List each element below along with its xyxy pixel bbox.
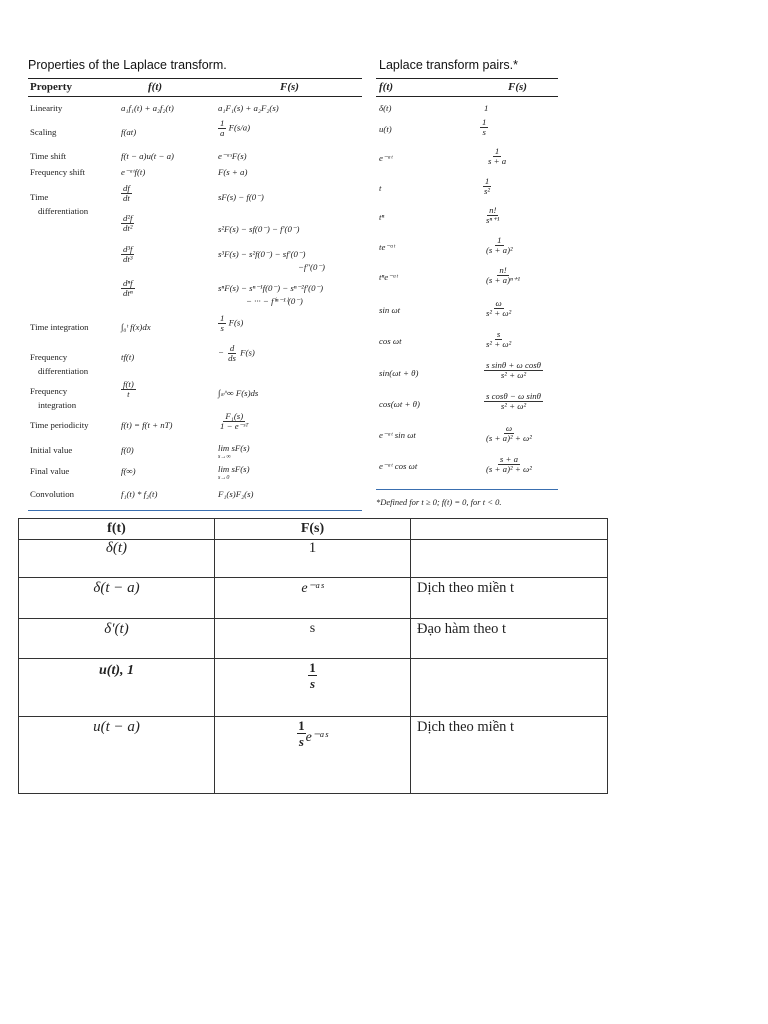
pair-fs: $\frac{1}{s + a}$ — [488, 146, 507, 166]
laplace-summary-table — [18, 518, 608, 794]
cell-ft: δ′(t) — [19, 619, 215, 659]
cell-ft: δ(t) — [19, 540, 215, 578]
property-fs: lim sF(s) — [218, 443, 250, 453]
cell-fs: 1 — [215, 540, 411, 578]
header-ft: f(t) — [379, 81, 394, 93]
property-fs: s²F(s) − sf(0⁻) − f′(0⁻) — [218, 224, 300, 234]
property-name: Frequency shift — [30, 167, 85, 177]
property-name: Linearity — [30, 103, 63, 113]
pair-ft: cos ωt — [379, 336, 402, 346]
table-row — [19, 619, 608, 659]
pair-fs: $\frac{s}{\text{s² + ω²}}$ — [486, 329, 512, 349]
pair-ft: t — [379, 183, 382, 193]
cell-note: Đạo hàm theo t — [411, 619, 608, 659]
pair-fs: $\frac{n!}{\text{sⁿ⁺¹}}$ — [486, 205, 500, 225]
header-fs: F(s) — [508, 81, 527, 93]
divider — [376, 489, 558, 490]
pair-fs: $\frac{\text{s sinθ + ω cosθ}}{\text{s² + ω²}}$ — [486, 360, 542, 380]
property-name: Time periodicity — [30, 420, 89, 430]
pair-fs: $\frac{\omega}{\text{s² + ω²}}$ — [486, 298, 512, 318]
cell-fs: s — [215, 619, 411, 659]
table-header-row — [19, 519, 608, 540]
property-name: Final value — [30, 466, 70, 476]
property-ft: tf(t) — [121, 352, 135, 362]
pair-ft: tⁿe⁻ᵃᵗ — [379, 272, 398, 282]
property-ft: f(at) — [121, 127, 137, 137]
cell-ft: u(t), 1 — [19, 659, 215, 717]
limit-subscript: s→0 — [218, 475, 230, 481]
cell-note — [411, 540, 608, 578]
property-fs: sⁿF(s) − sⁿ⁻¹f(0⁻) − sⁿ⁻²f′(0⁻) — [218, 283, 324, 293]
property-name: Time integration — [30, 322, 89, 332]
cell-fs: e⁻ᵃˢ — [215, 578, 411, 619]
pair-fs: $\frac{n!}{\text{(s + a)ⁿ⁺¹}}$ — [486, 265, 521, 285]
property-name-cont: integration — [38, 400, 77, 410]
property-fs: $\frac{1}{a}$ F(s/a) — [220, 118, 251, 138]
property-ft: a₁f₁(t) + a₂f₂(t) — [121, 103, 174, 113]
pair-ft: sin ωt — [379, 305, 401, 315]
property-fs-cont: −f″(0⁻) — [298, 262, 325, 272]
header-fs: F(s) — [280, 81, 299, 93]
pair-fs: 1 — [484, 103, 489, 113]
cell-ft: δ(t − a) — [19, 578, 215, 619]
property-name-cont: differentiation — [38, 366, 89, 376]
property-ft: f(∞) — [121, 466, 136, 476]
property-fs: $\frac{\text{F₁(s)}}{\text{1 − e⁻ˢᵀ}}$ — [220, 411, 249, 431]
pair-fs: $\frac{1}{\text{(s + a)²}}$ — [486, 235, 513, 255]
property-name: Frequency — [30, 386, 68, 396]
pair-ft: sin(ωt + θ) — [379, 368, 419, 378]
pair-fs: $\frac{\omega}{\text{(s + a)² + ω²}}$ — [486, 423, 532, 443]
pairs-title: Laplace transform pairs.* — [379, 58, 518, 72]
pair-ft: δ(t) — [379, 103, 392, 113]
divider — [28, 96, 362, 97]
header-fs: F(s) — [215, 519, 411, 540]
property-ft: $\frac{df}{dt}$ — [123, 183, 130, 203]
pair-ft: e⁻ᵃᵗ — [379, 153, 393, 163]
header-property: Property — [30, 81, 72, 93]
property-name: Initial value — [30, 445, 73, 455]
header-note — [411, 519, 608, 540]
pair-fs: $\frac{1}{\text{s²}}$ — [484, 176, 491, 196]
property-fs: sF(s) − f(0⁻) — [218, 192, 264, 202]
property-name: Convolution — [30, 489, 74, 499]
property-ft: $\frac{\text{dⁿf}}{\text{dtⁿ}}$ — [123, 278, 133, 298]
header-ft: f(t) — [148, 81, 163, 93]
property-name: Time shift — [30, 151, 67, 161]
property-name: Scaling — [30, 127, 57, 137]
cell-note — [411, 659, 608, 717]
cell-note: Dịch theo miền t — [411, 578, 608, 619]
divider — [28, 510, 362, 511]
property-fs: lim sF(s) — [218, 464, 250, 474]
cell-fs: $\frac{1}{s}$ — [215, 659, 411, 717]
pair-ft: cos(ωt + θ) — [379, 399, 420, 409]
divider — [28, 78, 362, 79]
property-ft: $\frac{f(t)}{t}$ — [123, 379, 134, 399]
table-row — [19, 717, 608, 794]
property-fs: e⁻ᵃˢF(s) — [218, 151, 247, 161]
property-name: Frequency — [30, 352, 68, 362]
property-fs: $\frac{1}{s}$ F(s) — [220, 313, 244, 333]
table-row — [19, 659, 608, 717]
property-ft: f(t) = f(t + nT) — [121, 420, 173, 430]
pair-ft: e⁻ᵃᵗ sin ωt — [379, 430, 416, 440]
pair-ft: tⁿ — [379, 212, 385, 222]
property-ft: $\frac{\text{d²f}}{\text{dt²}}$ — [123, 213, 133, 233]
cell-note: Dịch theo miền t — [411, 717, 608, 794]
properties-title: Properties of the Laplace transform. — [28, 58, 227, 72]
property-fs: ∫ₛ^∞ F(s)ds — [218, 388, 259, 398]
table-row — [19, 578, 608, 619]
property-ft: $\frac{\text{d³f}}{\text{dt³}}$ — [123, 244, 133, 264]
cell-fs: $\frac{1}{s}$ e⁻ᵃˢ — [215, 717, 411, 794]
property-name-cont: differentiation — [38, 206, 89, 216]
pair-fs: $\frac{s + a}{\text{(s + a)² + ω²}}$ — [486, 454, 532, 474]
property-fs: a₁F₁(s) + a₂F₂(s) — [218, 103, 279, 113]
property-fs: F₁(s)F₂(s) — [218, 489, 254, 499]
pair-fs: $\frac{\text{s cosθ − ω sinθ}}{\text{s² + ω²}}$ — [486, 391, 542, 411]
limit-subscript: s→∞ — [218, 454, 231, 460]
table-row — [19, 540, 608, 578]
divider — [376, 78, 558, 79]
property-fs: − $\frac{d}{ds}$ F(s) — [218, 343, 255, 363]
footnote: *Defined for t ≥ 0; f(t) = 0, for t < 0. — [376, 497, 502, 507]
divider — [376, 96, 558, 97]
property-ft: ∫₀ᵗ f(x)dx — [121, 322, 151, 332]
pair-fs: $\frac{1}{s}$ — [482, 117, 487, 137]
pair-ft: u(t) — [379, 124, 392, 134]
property-ft: f(0) — [121, 445, 134, 455]
property-name: Time — [30, 192, 49, 202]
pair-ft: e⁻ᵃᵗ cos ωt — [379, 461, 418, 471]
pair-ft: te⁻ᵃᵗ — [379, 242, 395, 252]
property-fs-cont: − ··· − f⁽ⁿ⁻¹⁾(0⁻) — [246, 296, 303, 306]
property-ft: e⁻ᵃᵗf(t) — [121, 167, 146, 177]
property-fs: F(s + a) — [218, 167, 248, 177]
property-ft: f₁(t) * f₂(t) — [121, 489, 158, 499]
property-ft: f(t − a)u(t − a) — [121, 151, 174, 161]
header-ft: f(t) — [19, 519, 215, 540]
cell-ft: u(t − a) — [19, 717, 215, 794]
property-fs: s³F(s) − s²f(0⁻) − sf′(0⁻) — [218, 249, 306, 259]
